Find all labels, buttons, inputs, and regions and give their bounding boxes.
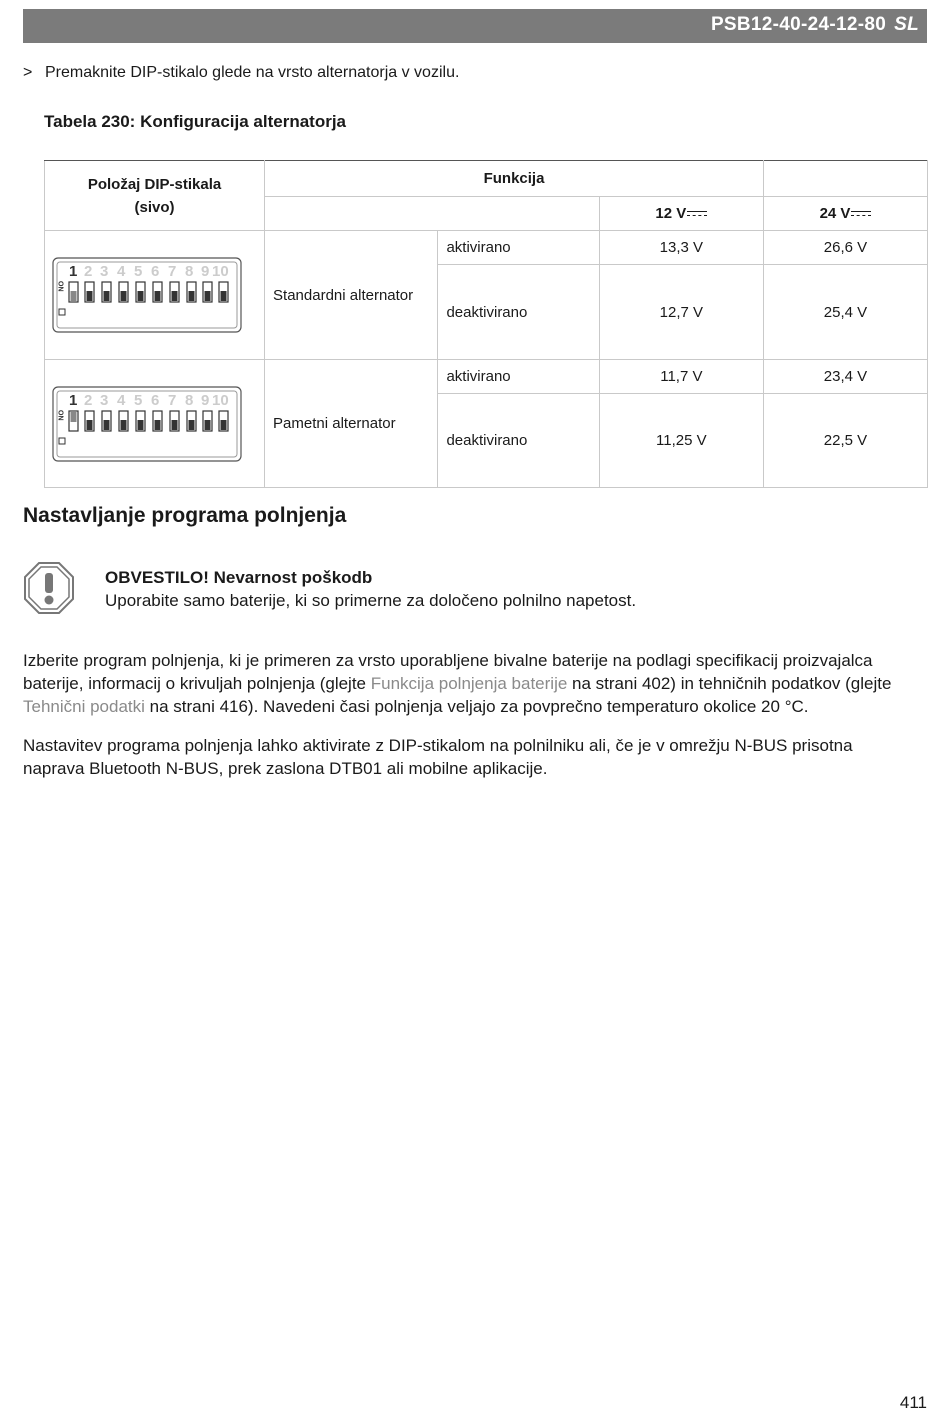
alternator-type: Pametni alternator bbox=[265, 360, 438, 488]
value-24v: 26,6 V bbox=[763, 231, 927, 265]
svg-text:3: 3 bbox=[100, 263, 109, 280]
svg-text:1: 1 bbox=[69, 391, 78, 409]
value-12v: 12,7 V bbox=[599, 265, 763, 360]
svg-text:6: 6 bbox=[151, 391, 160, 409]
svg-text:4: 4 bbox=[117, 263, 126, 280]
alternator-config-table bbox=[44, 160, 928, 488]
state-cell: aktivirano bbox=[438, 231, 599, 265]
svg-text:2: 2 bbox=[84, 263, 93, 280]
dip-switch-icon bbox=[52, 386, 242, 462]
dc-symbol-icon bbox=[687, 209, 707, 219]
value-24v: 25,4 V bbox=[763, 265, 927, 360]
value-24v: 23,4 V bbox=[763, 360, 927, 394]
svg-text:8: 8 bbox=[185, 263, 194, 280]
warning-octagon-icon bbox=[23, 561, 75, 615]
paragraph-activation: Nastavitev programa polnjenja lahko aktivirate z DIP-stikalom na polnilniku ali, če je v omrežju N-BUS prisotna naprava Bluetooth N-BUS, prek zaslona DTB01 ali mobilne aplikacije. bbox=[23, 736, 853, 778]
head-24v: 24 V bbox=[763, 197, 927, 231]
svg-text:10: 10 bbox=[212, 391, 229, 409]
dip-switch-diagram-standard bbox=[45, 231, 265, 360]
language-code: SL bbox=[894, 14, 919, 35]
head-function: Funkcija bbox=[265, 161, 764, 197]
svg-text:5: 5 bbox=[134, 391, 143, 409]
svg-text:7: 7 bbox=[168, 263, 177, 280]
link-charging-function[interactable]: Funkcija polnjenja baterije bbox=[370, 674, 568, 693]
link-technical-data[interactable]: Tehnični podatki bbox=[23, 697, 145, 716]
svg-text:8: 8 bbox=[185, 391, 194, 409]
svg-text:2: 2 bbox=[84, 391, 93, 409]
header-bar bbox=[23, 9, 927, 43]
header-title bbox=[711, 14, 919, 36]
svg-text:ON: ON bbox=[56, 281, 64, 292]
value-12v: 11,7 V bbox=[599, 360, 763, 394]
svg-text:9: 9 bbox=[201, 391, 210, 409]
head-12v: 12 V bbox=[599, 197, 763, 231]
dip-switch-icon bbox=[52, 257, 242, 333]
svg-text:ON: ON bbox=[56, 409, 64, 420]
value-24v: 22,5 V bbox=[763, 394, 927, 488]
table-caption: Tabela 230: Konfiguracija alternatorja bbox=[44, 112, 346, 131]
svg-text:4: 4 bbox=[117, 391, 126, 409]
alternator-type: Standardni alternator bbox=[265, 231, 438, 360]
svg-text:5: 5 bbox=[134, 263, 143, 280]
dc-symbol-icon bbox=[851, 209, 871, 219]
svg-text:6: 6 bbox=[151, 263, 160, 280]
value-12v: 11,25 V bbox=[599, 394, 763, 488]
bullet-mark: > bbox=[23, 64, 33, 81]
page-number: 411 bbox=[899, 1393, 927, 1412]
state-cell: deaktivirano bbox=[438, 265, 599, 360]
value-12v: 13,3 V bbox=[599, 231, 763, 265]
bullet-text: Premaknite DIP-stikalo glede na vrsto alternatorja v vozilu. bbox=[45, 64, 460, 81]
svg-text:7: 7 bbox=[168, 391, 177, 409]
state-cell: aktivirano bbox=[438, 360, 599, 394]
svg-text:10: 10 bbox=[212, 263, 229, 280]
dip-switch-diagram-smart bbox=[45, 360, 265, 488]
head-dip-position: Položaj DIP-stikala (sivo) bbox=[45, 161, 265, 231]
svg-text:3: 3 bbox=[100, 391, 109, 409]
section-title: Nastavljanje programa polnjenja bbox=[23, 504, 347, 527]
state-cell: deaktivirano bbox=[438, 394, 599, 488]
svg-text:1: 1 bbox=[69, 263, 78, 280]
notice-text: Uporabite samo baterije, ki so primerne za določeno polnilno napetost. bbox=[105, 591, 637, 610]
notice-title: OBVESTILO! Nevarnost poškodb bbox=[105, 568, 373, 587]
product-name: PSB12-40-24-12-80 bbox=[710, 14, 887, 35]
instruction-bullet bbox=[23, 64, 459, 82]
paragraph-charging-program: Izberite program polnjenja, ki je primeren za vrsto uporabljene bivalne baterije na podlagi specifikacij proizvajalca baterije, informacij o krivuljah polnjenja (glejte Funkcija polnjenja baterije na strani 402) in tehničnih podatkov (glejte Tehnični podatki na strani 416). Navedeni časi polnjenja veljajo za povprečno temperaturo okolice 20 °C. bbox=[23, 651, 892, 716]
svg-text:9: 9 bbox=[201, 263, 210, 280]
